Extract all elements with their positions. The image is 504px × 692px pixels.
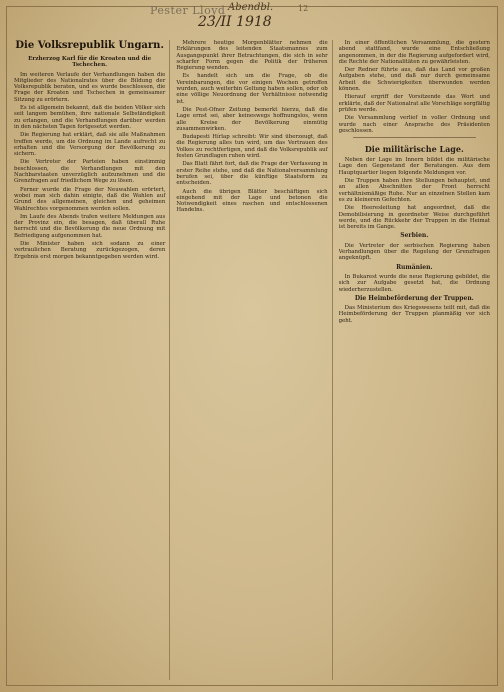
- clipping-header: [0, 0, 504, 40]
- paragraph: Die Versammlung verlief in voller Ordnung und wurde nach einer Ansprache des Präsidenten geschlossen.: [338, 115, 490, 134]
- paragraph: Es handelt sich um die Frage, ob die Vereinbarungen, die vor einigen Wochen getroffen wurden, auch weiterhin Geltung haben sollen, oder ob eine völlige Neuordnung der Verhältnisse notwendig ist.: [176, 73, 328, 105]
- section-title: Die militärische Lage.: [364, 144, 464, 155]
- paragraph: Auch die übrigen Blätter beschäftigen sich eingehend mit der Lage und betonen die Notwendigkeit eines raschen und entschlossenen Handelns.: [176, 188, 328, 214]
- paragraph: Budapesti Hírlap schreibt: Wir sind überzeugt, daß die Regierung alles tun wird, um das Vertrauen des Volkes zu rechtfertigen, und daß die Volksrepublik auf festen Grundlagen ruhen wird.: [176, 134, 328, 160]
- paragraph: Im weiteren Verlaufe der Verhandlungen haben die Mitglieder des Nationalrates über die Bildung der Volksrepublik beraten, und es wurde beschlossen, die Frage der Kroaten und Tschechen in gemeinsamer Sitzung zu erörtern.: [14, 71, 166, 103]
- paragraph: Die Heeresleitung hat angeordnet, daß die Demobilisierung in geordneter Weise durchgeführt werde, und die Rückkehr der Truppen in die Heimat ist bereits im Gange.: [338, 205, 490, 231]
- paragraph: Die Pest-Ofner Zeitung bemerkt hierzu, daß die Lage ernst sei, aber keineswegs hoffnungslos, wenn alle Kreise der Bevölkerung einmütig zusammenwirken.: [176, 106, 328, 132]
- handwritten-date: 23/II 1918: [198, 14, 272, 30]
- paragraph: Die Minister haben sich sodann zu einer vertraulichen Beratung zurückgezogen, deren Ergebnis erst morgen bekanntgegeben werden wird.: [14, 241, 166, 260]
- paragraph: Die Vertreter der serbischen Regierung haben Verhandlungen über die Regelung der Grenzfragen angeknüpft.: [338, 242, 490, 262]
- subsection-title: Die Heimbeförderung der Truppen.: [354, 294, 474, 302]
- paragraph: Im Laufe des Abends trafen weitere Meldungen aus der Provinz ein, die besagen, daß überall Ruhe herrscht und die Bevölkerung die neue Ordnung mit Befriedigung aufgenommen hat.: [14, 213, 166, 239]
- newspaper-name: Pester Lloyd: [150, 4, 226, 17]
- column-1: [14, 40, 170, 680]
- paragraph: Das Ministerium des Kriegswesens teilt mit, daß die Heimbeförderung der Truppen planmäßig vor sich geht.: [338, 305, 490, 324]
- paragraph: Mehrere heutige Morgenblätter nehmen die Erklärungen des leitenden Staatsmannes zum Ausgangspunkt ihrer Betrachtungen, die sich in sehr scharfer Form gegen die Politik der früheren Regierung wenden.: [176, 40, 328, 72]
- paragraph: Neben der Lage im Innern bildet die militärische Lage den Gegenstand der Beratungen. Aus dem Hauptquartier liegen folgende Meldungen vor.: [338, 157, 490, 176]
- article-subtitle: Erzherzog Karl für die Kroaten und die Tschechen.: [28, 56, 152, 69]
- subsection-title: Rumänien.: [396, 263, 433, 271]
- paragraph: Es ist allgemein bekannt, daß die beiden Völker sich seit langem bemühen, ihre nationale Selbständigkeit zu erlangen, und die Verhandlungen darüber werden in den nächsten Tagen fortgesetzt werden.: [14, 105, 166, 130]
- paragraph: Die Truppen haben ihre Stellungen behauptet, und an allen Abschnitten der Front herrscht verhältnismäßige Ruhe. Nur an einzelnen Stellen kam es zu kleineren Gefechten.: [338, 178, 490, 203]
- paragraph: Ferner wurde die Frage der Neuwahlen erörtert, wobei man sich dahin einigte, daß die Wahlen auf Grund des allgemeinen, gleichen und geheimen Wahlrechtes vorgenommen werden sollen.: [14, 186, 166, 212]
- paragraph: Hierauf ergriff der Vorsitzende das Wort und erklärte, daß der Nationalrat alle Vorschläge sorgfältig prüfen werde.: [338, 94, 490, 113]
- handwritten-city: Abendbl.: [228, 2, 274, 13]
- paragraph: Das Blatt fährt fort, daß die Frage der Verfassung in erster Reihe stehe, und daß die Nationalversammlung berufen sei, über die künftige Staatsform zu entscheiden.: [176, 161, 328, 187]
- paragraph: In Bukarest wurde die neue Regierung gebildet, die sich zur Aufgabe gesetzt hat, die Ordnung wiederherzustellen.: [338, 273, 490, 293]
- paragraph: In einer öffentlichen Versammlung, die gestern abend stattfand, wurde eine Entschließung angenommen, in der die Regierung aufgefordert wird, die Rechte der Nationalitäten zu gewährleisten.: [338, 40, 490, 65]
- column-2: [176, 40, 332, 680]
- section-divider: [353, 137, 476, 138]
- article-title: Die Volksrepublik Ungarn.: [15, 40, 164, 51]
- article-columns: [14, 40, 490, 680]
- column-3: [339, 40, 490, 680]
- paragraph: Die Vertreter der Parteien haben einstimmig beschlossen, die Verhandlungen mit den Nachbarstaaten unverzüglich aufzunehmen und die Grenzfragen auf friedlichem Wege zu lösen.: [14, 159, 166, 185]
- page-number: 12: [298, 4, 309, 13]
- subsection-title: Serbien.: [400, 232, 429, 240]
- paragraph: Der Redner führte aus, daß das Land vor großen Aufgaben stehe, und daß nur durch gemeinsame Arbeit die Schwierigkeiten überwunden werden können.: [338, 67, 490, 93]
- paragraph: Die Regierung hat erklärt, daß sie alle Maßnahmen treffen werde, um die Ordnung im Lande aufrecht zu erhalten und die Versorgung der Bevölkerung zu sichern.: [14, 132, 166, 158]
